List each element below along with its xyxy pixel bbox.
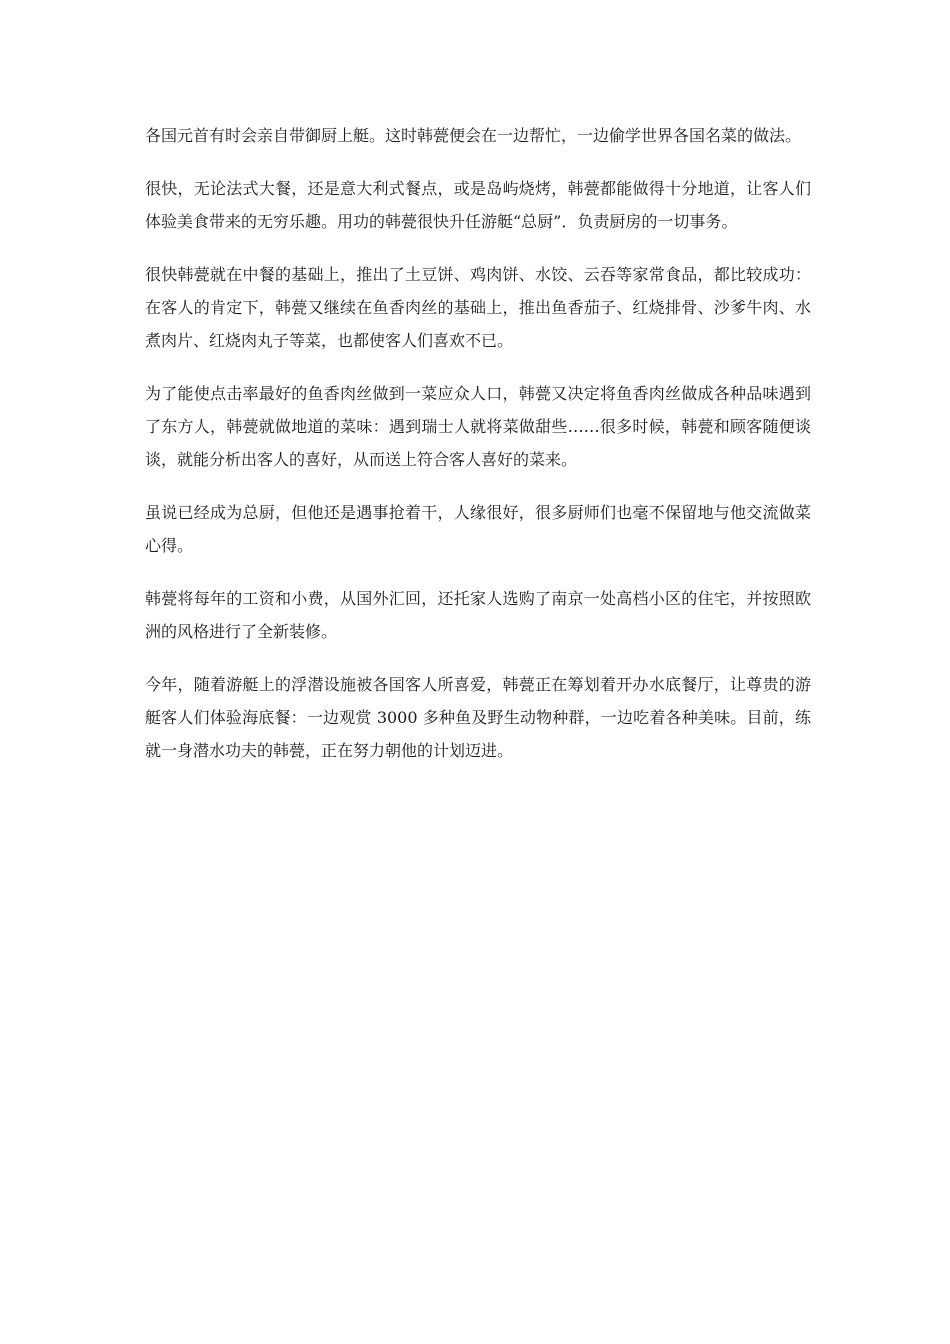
paragraph: 各国元首有时会亲自带御厨上艇。这时韩甍便会在一边帮忙，一边偷学世界各国名菜的做法。 bbox=[145, 126, 802, 145]
paragraph: 很快韩甍就在中餐的基础上，推出了土豆饼、鸡肉饼、水饺、云吞等家常食品，都比较成功：在客人的肯定下，韩甍又继续在鱼香肉丝的基础上，推出鱼香茄子、红烧排骨、沙爹牛肉、水煮肉片、红烧肉丸子等菜，也都使客人们喜欢不已。 bbox=[145, 265, 811, 350]
paragraph: 很快，无论法式大餐，还是意大利式餐点，或是岛屿烧烤，韩甍都能做得十分地道，让客人们体验美食带来的无穷乐趣。用功的韩甍很快升任游艇“总厨”．负责厨房的一切事务。 bbox=[145, 179, 811, 231]
paragraph: 为了能使点击率最好的鱼香肉丝做到一菜应众人口，韩甍又决定将鱼香肉丝做成各种品味遇到了东方人，韩甍就做地道的菜味：遇到瑞士人就将菜做甜些……很多时候，韩甍和顾客随便谈谈，就能分析出客人的喜好，从而送上符合客人喜好的菜来。 bbox=[145, 384, 811, 469]
article-body bbox=[145, 119, 811, 787]
paragraph: 今年，随着游艇上的浮潜设施被各国客人所喜爱，韩甍正在筹划着开办水底餐厅，让尊贵的游艇客人们体验海底餐：一边观赏 3000 多种鱼及野生动物种群，一边吃着各种美味。目前，练就一身潜水功夫的韩甍，正在努力朝他的计划迈进。 bbox=[145, 675, 811, 760]
paragraph: 韩甍将每年的工资和小费，从国外汇回，还托家人选购了南京一处高档小区的住宅，并按照欧洲的风格进行了全新装修。 bbox=[145, 589, 811, 641]
paragraph: 虽说已经成为总厨，但他还是遇事抢着干，人缘很好，很多厨师们也毫不保留地与他交流做菜心得。 bbox=[145, 503, 811, 555]
